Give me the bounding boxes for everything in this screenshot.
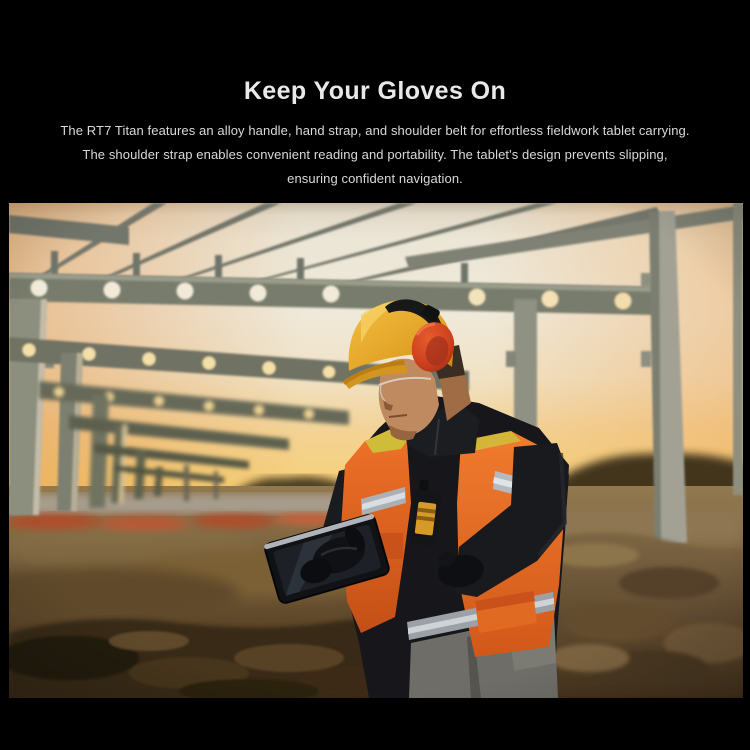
page-title: Keep Your Gloves On [243, 77, 507, 105]
description-line: The RT7 Titan features an alloy handle, hand strap, and shoulder belt for effortless fieldwork tablet carrying. [60, 123, 690, 138]
hero-photo [9, 203, 743, 698]
feature-description [30, 119, 720, 191]
description-line: ensuring confident navigation. [287, 171, 463, 186]
description-line: The shoulder strap enables convenient reading and portability. The tablet's design prevents slipping, [82, 147, 668, 162]
photo-vignette [9, 203, 743, 698]
